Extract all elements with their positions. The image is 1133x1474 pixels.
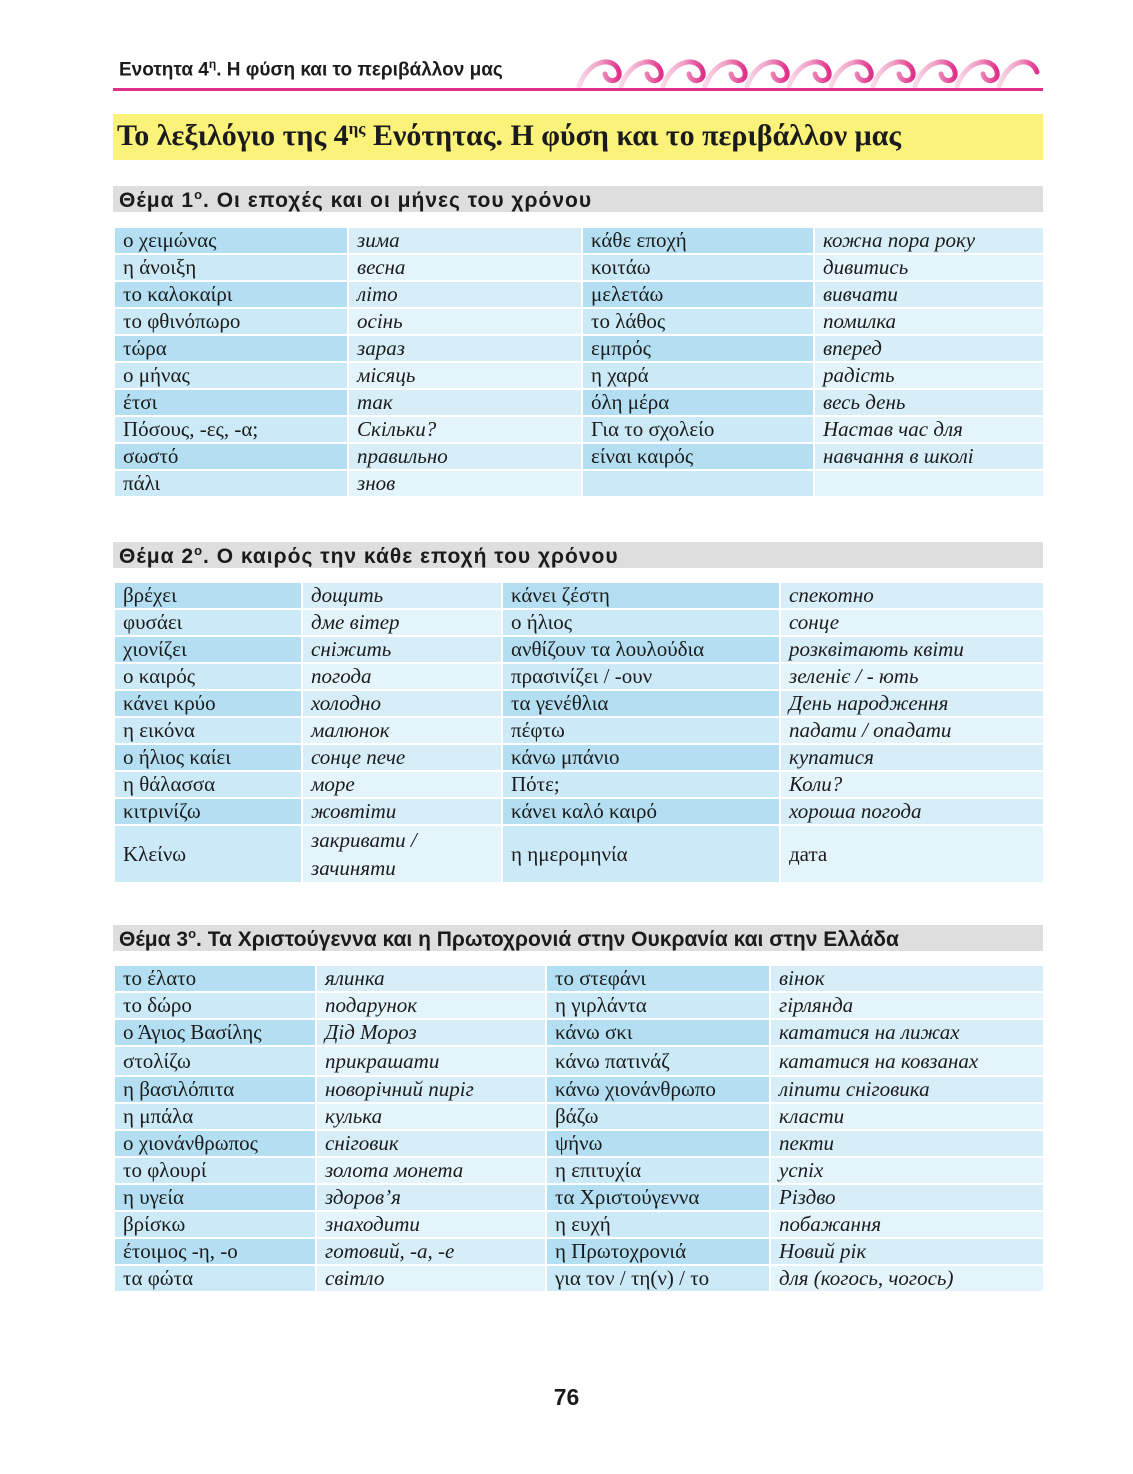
- ukrainian-translation-cell: золота монета: [316, 1157, 546, 1184]
- table-row: [114, 965, 1044, 992]
- ukrainian-translation-cell: дата: [780, 825, 1044, 883]
- ukrainian-translation-cell: дощить: [302, 582, 502, 609]
- greek-term-cell: το φθινόπωρο: [114, 308, 348, 335]
- section-heading-2: [113, 542, 1043, 568]
- greek-term-cell: είναι καιρός: [582, 443, 814, 470]
- header-title: Ενοτητα $4^\eta$. Η φύση και το περιβάλλον μας: [119, 57, 503, 81]
- greek-term-cell: η υγεία: [114, 1184, 316, 1211]
- greek-term-cell: κάνει ζέστη: [502, 582, 780, 609]
- greek-term-cell: το έλατο: [114, 965, 316, 992]
- ukrainian-translation-cell: подарунок: [316, 992, 546, 1019]
- greek-term-cell: Για το σχολείο: [582, 416, 814, 443]
- greek-term-cell: στολίζω: [114, 1046, 316, 1076]
- wave-ornament-icon: [575, 50, 1041, 88]
- greek-term-cell: η χαρά: [582, 362, 814, 389]
- ukrainian-translation-cell: пекти: [770, 1130, 1044, 1157]
- ukrainian-translation-cell: правильно: [348, 443, 582, 470]
- greek-term-cell: η θάλασσα: [114, 771, 302, 798]
- ukrainian-translation-cell: вінок: [770, 965, 1044, 992]
- greek-term-cell: κάνω σκι: [546, 1019, 770, 1046]
- greek-term-cell: σωστό: [114, 443, 348, 470]
- greek-term-cell: όλη μέρα: [582, 389, 814, 416]
- ukrainian-translation-cell: знаходити: [316, 1211, 546, 1238]
- table-row: [114, 663, 1044, 690]
- table-row: [114, 1157, 1044, 1184]
- section-1-title: Θέμα $1^o$. Οι εποχές και οι μήνες του χρόνου: [119, 187, 593, 212]
- ukrainian-translation-cell: побажання: [770, 1211, 1044, 1238]
- section-heading-3: [113, 925, 1043, 951]
- ukrainian-translation-cell: малюнок: [302, 717, 502, 744]
- ukrainian-translation-cell: хороша погода: [780, 798, 1044, 825]
- table-row: [114, 609, 1044, 636]
- vocab-table-seasons: [113, 226, 1045, 498]
- ukrainian-translation-cell: Різдво: [770, 1184, 1044, 1211]
- greek-term-cell: κάθε εποχή: [582, 227, 814, 254]
- page-number: 76: [553, 1384, 580, 1410]
- greek-term-cell: ο χιονάνθρωπος: [114, 1130, 316, 1157]
- ukrainian-translation-cell: весь день: [814, 389, 1044, 416]
- greek-term-cell: ο Άγιος Βασίλης: [114, 1019, 316, 1046]
- ukrainian-translation-cell: Настав час для: [814, 416, 1044, 443]
- greek-term-cell: Πόσους, -ες, -α;: [114, 416, 348, 443]
- greek-term-cell: για τον / τη(ν) / το: [546, 1265, 770, 1292]
- greek-term-cell: κάνει καλό καιρό: [502, 798, 780, 825]
- ukrainian-translation-cell: світло: [316, 1265, 546, 1292]
- ukrainian-translation-cell: здоров’я: [316, 1184, 546, 1211]
- greek-term-cell: το καλοκαίρι: [114, 281, 348, 308]
- greek-term-cell: κάνω χιονάνθρωπο: [546, 1076, 770, 1103]
- ukrainian-translation-cell: весна: [348, 254, 582, 281]
- ukrainian-translation-cell: погода: [302, 663, 502, 690]
- ukrainian-translation-cell: для (когось, чогось): [770, 1265, 1044, 1292]
- ukrainian-translation-cell: ліпити сніговика: [770, 1076, 1044, 1103]
- ukrainian-translation-cell: закривати / зачиняти: [302, 825, 502, 883]
- ukrainian-translation-cell: зима: [348, 227, 582, 254]
- greek-term-cell: ο ήλιος καίει: [114, 744, 302, 771]
- table-row: [114, 992, 1044, 1019]
- ukrainian-translation-cell: сніжить: [302, 636, 502, 663]
- vocab-table-weather: [113, 581, 1045, 884]
- ukrainian-translation-cell: прикрашати: [316, 1046, 546, 1076]
- ukrainian-translation-cell: навчання в школі: [814, 443, 1044, 470]
- greek-term-cell: η γιρλάντα: [546, 992, 770, 1019]
- ukrainian-translation-cell: класти: [770, 1103, 1044, 1130]
- greek-term-cell: Κλείνω: [114, 825, 302, 883]
- ukrainian-translation-cell: сніговик: [316, 1130, 546, 1157]
- header-divider: [113, 88, 1043, 91]
- greek-term-cell: πάλι: [114, 470, 348, 497]
- table-row: [114, 1019, 1044, 1046]
- ukrainian-translation-cell: жовтіти: [302, 798, 502, 825]
- greek-term-cell: τώρα: [114, 335, 348, 362]
- greek-term-cell: βρέχει: [114, 582, 302, 609]
- table-row: [114, 227, 1044, 254]
- ukrainian-translation-cell: місяць: [348, 362, 582, 389]
- table-row: [114, 254, 1044, 281]
- table-row: [114, 1046, 1044, 1076]
- table-row: [114, 1076, 1044, 1103]
- ukrainian-translation-cell: сонце пече: [302, 744, 502, 771]
- greek-term-cell: κοιτάω: [582, 254, 814, 281]
- ukrainian-translation-cell: сонце: [780, 609, 1044, 636]
- greek-term-cell: φυσάει: [114, 609, 302, 636]
- greek-term-cell: η μπάλα: [114, 1103, 316, 1130]
- ukrainian-translation-cell: вивчати: [814, 281, 1044, 308]
- ukrainian-translation-cell: кататися на ковзанах: [770, 1046, 1044, 1076]
- greek-term-cell: τα Χριστούγεννα: [546, 1184, 770, 1211]
- table-row: [114, 1265, 1044, 1292]
- ukrainian-translation-cell: Коли?: [780, 771, 1044, 798]
- ukrainian-translation-cell: розквітають квіти: [780, 636, 1044, 663]
- table-row: [114, 416, 1044, 443]
- ukrainian-translation-cell: холодно: [302, 690, 502, 717]
- greek-term-cell: κιτρινίζω: [114, 798, 302, 825]
- greek-term-cell: πέφτω: [502, 717, 780, 744]
- greek-term-cell: η Πρωτοχρονιά: [546, 1238, 770, 1265]
- ukrainian-translation-cell: дме вітер: [302, 609, 502, 636]
- table-row: [114, 1130, 1044, 1157]
- greek-term-cell: πρασινίζει / -ουν: [502, 663, 780, 690]
- greek-term-cell: κάνει κρύο: [114, 690, 302, 717]
- section-3-title: Θέμα $3^o$. Τα Χριστούγεννα και η Πρωτοχρονιά στην Ουκρανία και στην Ελλάδα: [119, 926, 899, 951]
- greek-term-cell: ψήνω: [546, 1130, 770, 1157]
- ukrainian-translation-cell: падати / опадати: [780, 717, 1044, 744]
- greek-term-cell: βάζω: [546, 1103, 770, 1130]
- greek-term-cell: κάνω μπάνιο: [502, 744, 780, 771]
- table-row: [114, 825, 1044, 883]
- table-row: [114, 636, 1044, 663]
- table-row: [114, 443, 1044, 470]
- table-row: [114, 1211, 1044, 1238]
- section-heading-1: [113, 186, 1043, 212]
- ukrainian-translation-cell: радість: [814, 362, 1044, 389]
- table-row: [114, 717, 1044, 744]
- table-row: [114, 690, 1044, 717]
- ukrainian-translation-cell: Скільки?: [348, 416, 582, 443]
- greek-term-cell: ανθίζουν τα λουλούδια: [502, 636, 780, 663]
- ukrainian-translation-cell: зараз: [348, 335, 582, 362]
- greek-term-cell: ο ήλιος: [502, 609, 780, 636]
- ukrainian-translation-cell: готовий, -а, -е: [316, 1238, 546, 1265]
- table-row: [114, 308, 1044, 335]
- greek-term-cell: [582, 470, 814, 497]
- greek-term-cell: χιονίζει: [114, 636, 302, 663]
- ukrainian-translation-cell: так: [348, 389, 582, 416]
- greek-term-cell: το λάθος: [582, 308, 814, 335]
- table-row: [114, 1184, 1044, 1211]
- table-row: [114, 1103, 1044, 1130]
- greek-term-cell: η βασιλόπιτα: [114, 1076, 316, 1103]
- ukrainian-translation-cell: зеленіє / - ють: [780, 663, 1044, 690]
- greek-term-cell: Πότε;: [502, 771, 780, 798]
- ukrainian-translation-cell: кожна пора року: [814, 227, 1044, 254]
- ukrainian-translation-cell: успіх: [770, 1157, 1044, 1184]
- greek-term-cell: βρίσκω: [114, 1211, 316, 1238]
- ukrainian-translation-cell: [814, 470, 1044, 497]
- page-header: [113, 48, 1043, 92]
- ukrainian-translation-cell: літо: [348, 281, 582, 308]
- greek-term-cell: τα φώτα: [114, 1265, 316, 1292]
- greek-term-cell: το φλουρί: [114, 1157, 316, 1184]
- table-row: [114, 771, 1044, 798]
- ukrainian-translation-cell: Новий рік: [770, 1238, 1044, 1265]
- greek-term-cell: έτσι: [114, 389, 348, 416]
- table-row: [114, 582, 1044, 609]
- ukrainian-translation-cell: ялинка: [316, 965, 546, 992]
- ukrainian-translation-cell: купатися: [780, 744, 1044, 771]
- ukrainian-translation-cell: День народження: [780, 690, 1044, 717]
- greek-term-cell: η επιτυχία: [546, 1157, 770, 1184]
- table-row: [114, 362, 1044, 389]
- greek-term-cell: ο μήνας: [114, 362, 348, 389]
- ukrainian-translation-cell: вперед: [814, 335, 1044, 362]
- greek-term-cell: η ευχή: [546, 1211, 770, 1238]
- table-row: [114, 798, 1044, 825]
- greek-term-cell: το στεφάνι: [546, 965, 770, 992]
- ukrainian-translation-cell: море: [302, 771, 502, 798]
- greek-term-cell: κάνω πατινάζ: [546, 1046, 770, 1076]
- ukrainian-translation-cell: спекотно: [780, 582, 1044, 609]
- ukrainian-translation-cell: Дід Мороз: [316, 1019, 546, 1046]
- greek-term-cell: ο χειμώνας: [114, 227, 348, 254]
- ukrainian-translation-cell: кататися на лижах: [770, 1019, 1044, 1046]
- greek-term-cell: εμπρός: [582, 335, 814, 362]
- page-title: Το λεξιλόγιο της $4^{\eta\varsigma}$ Ενότητας. Η φύση και το περιβάλλον μας: [117, 119, 902, 152]
- table-row: [114, 470, 1044, 497]
- greek-term-cell: τα γενέθλια: [502, 690, 780, 717]
- greek-term-cell: μελετάω: [582, 281, 814, 308]
- greek-term-cell: η εικόνα: [114, 717, 302, 744]
- ukrainian-translation-cell: помилка: [814, 308, 1044, 335]
- ukrainian-translation-cell: знов: [348, 470, 582, 497]
- table-row: [114, 281, 1044, 308]
- table-row: [114, 1238, 1044, 1265]
- title-band: [113, 114, 1043, 160]
- ukrainian-translation-cell: осінь: [348, 308, 582, 335]
- table-row: [114, 744, 1044, 771]
- ukrainian-translation-cell: новорічний пиріг: [316, 1076, 546, 1103]
- greek-term-cell: έτοιμος -η, -ο: [114, 1238, 316, 1265]
- table-row: [114, 389, 1044, 416]
- greek-term-cell: το δώρο: [114, 992, 316, 1019]
- ukrainian-translation-cell: дивитись: [814, 254, 1044, 281]
- vocab-table-holidays: [113, 964, 1045, 1293]
- greek-term-cell: η άνοιξη: [114, 254, 348, 281]
- greek-term-cell: η ημερομηνία: [502, 825, 780, 883]
- ukrainian-translation-cell: кулька: [316, 1103, 546, 1130]
- ukrainian-translation-cell: гірлянда: [770, 992, 1044, 1019]
- greek-term-cell: ο καιρός: [114, 663, 302, 690]
- table-row: [114, 335, 1044, 362]
- section-2-title: Θέμα $2^o$. Ο καιρός την κάθε εποχή του χρόνου: [119, 543, 619, 568]
